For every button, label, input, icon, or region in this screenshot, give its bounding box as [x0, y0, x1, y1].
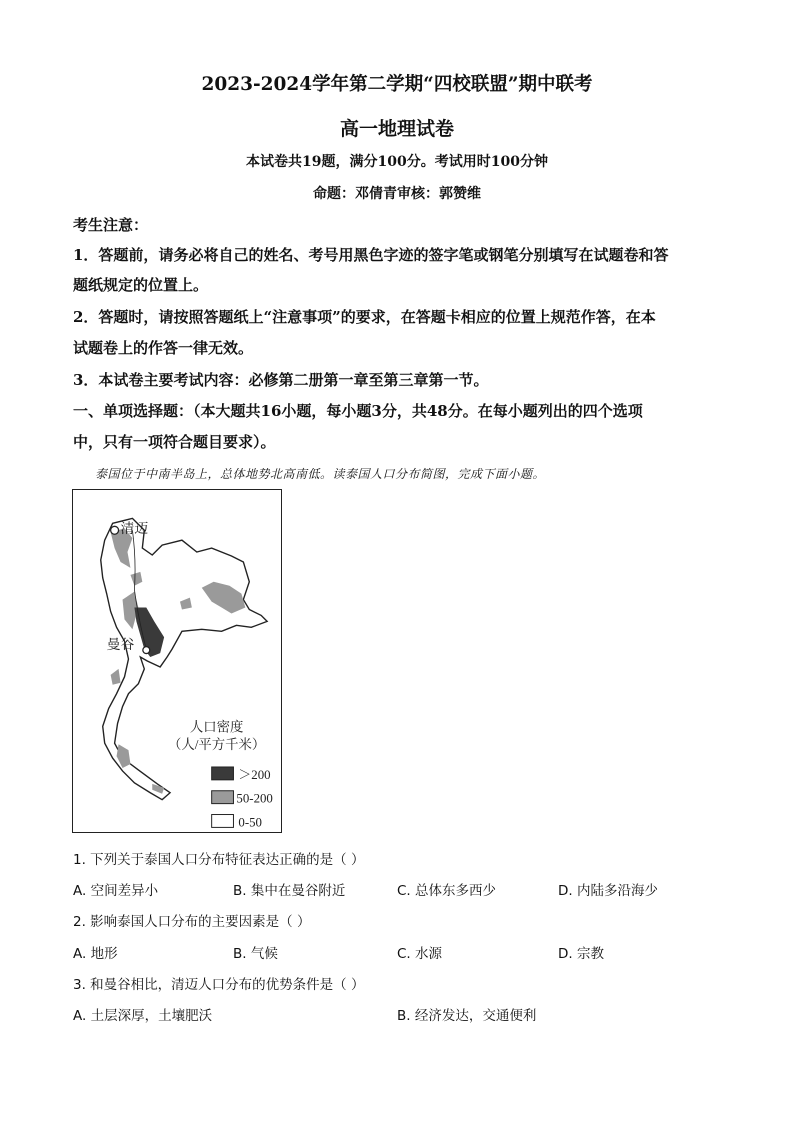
notice-heading: 考生注意： [73, 216, 149, 234]
notice-item-3: 3．本试卷主要考试内容：必修第二册第一章至第三章第一节。 [73, 371, 489, 389]
bangkok-dot [143, 647, 150, 654]
exam-info: 本试卷共19题，满分100分。考试用时100分钟 [246, 154, 548, 170]
question-2-option-b[interactable]: B. 气候 [233, 946, 278, 962]
question-2-option-a[interactable]: A. 地形 [73, 946, 118, 962]
legend-title: 人口密度 [189, 719, 244, 735]
chiang-mai-dot [111, 526, 119, 534]
notice-item-1-line-1: 1．答题前，请务必将自己的姓名、考号用黑色字迹的签字笔或钢笔分别填写在试题卷和答 [73, 246, 669, 264]
question-1-option-d[interactable]: D. 内陆多沿海少 [558, 883, 658, 899]
exam-authors: 命题：邓倩青审核：郭赞维 [313, 186, 481, 202]
notice-item-1-line-2: 题纸规定的位置上。 [73, 276, 209, 294]
exam-title: 2023-2024学年第二学期“四校联盟”期中联考 [201, 74, 593, 95]
question-2-option-d[interactable]: D. 宗教 [558, 946, 604, 962]
legend-label-low: 0-50 [238, 815, 262, 830]
question-1-option-c[interactable]: C. 总体东多西少 [397, 883, 497, 899]
question-1-option-a[interactable]: A. 空间差异小 [73, 883, 159, 899]
question-2-option-c[interactable]: C. 水源 [397, 946, 443, 962]
legend-swatch-low [212, 815, 234, 828]
legend-swatch-high [212, 767, 234, 780]
section-heading-line-2: 中，只有一项符合题目要求）。 [73, 433, 276, 451]
exam-subtitle: 高一地理试卷 [339, 118, 454, 140]
question-1-stem: 1. 下列关于泰国人口分布特征表达正确的是（ ） [73, 852, 365, 868]
question-group-intro: 泰国位于中南半岛上，总体地势北高南低。读泰国人口分布简图，完成下面小题。 [95, 467, 546, 481]
legend-label-medium: 50-200 [236, 791, 273, 806]
notice-item-2-line-1: 2．答题时，请按照答题纸上“注意事项”的要求，在答题卡相应的位置上规范作答，在本 [73, 308, 656, 326]
question-3-option-b[interactable]: B. 经济发达，交通便利 [397, 1008, 537, 1024]
legend-unit: （人/平方千米） [168, 737, 266, 753]
legend-label-high: ＞200 [238, 767, 271, 782]
notice-item-2-line-2: 试题卷上的作答一律无效。 [73, 339, 254, 357]
question-3-option-a[interactable]: A. 土层深厚，土壤肥沃 [73, 1008, 213, 1024]
density-medium-gulf [111, 669, 121, 685]
question-2-stem: 2. 影响泰国人口分布的主要因素是（ ） [73, 914, 311, 930]
bangkok-label: 曼谷 [106, 637, 135, 653]
chiang-mai-label: 清迈 [120, 521, 149, 537]
question-1-option-b[interactable]: B. 集中在曼谷附近 [233, 883, 346, 899]
legend-swatch-medium [212, 791, 234, 804]
section-heading-line-1: 一、单项选择题：（本大题共16小题，每小题3分，共48分。在每小题列出的四个选项 [73, 402, 643, 420]
thailand-population-map [72, 489, 282, 833]
question-3-stem: 3. 和曼谷相比，清迈人口分布的优势条件是（ ） [73, 977, 365, 993]
